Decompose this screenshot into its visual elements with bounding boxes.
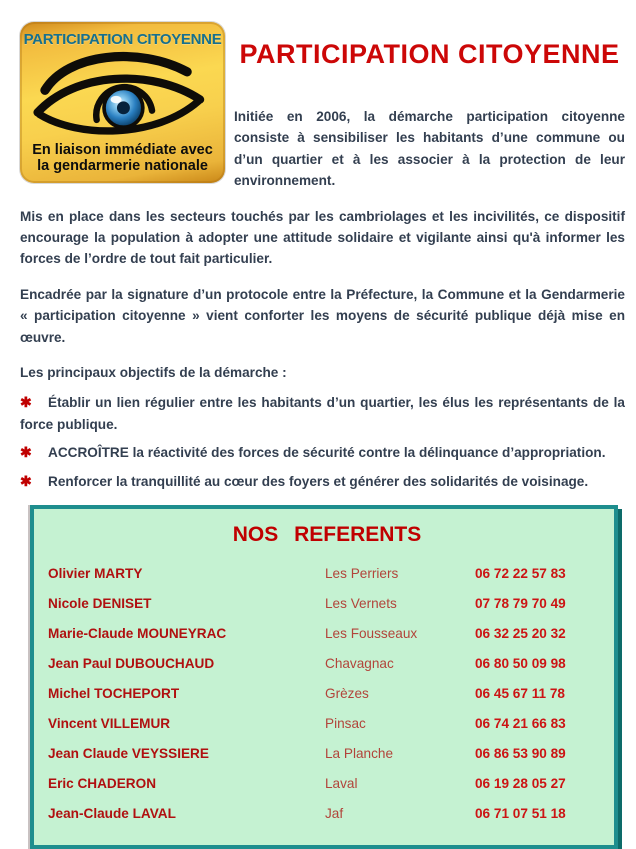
- logo-header-label: PARTICIPATION CITOYENNE: [23, 31, 222, 48]
- participation-citoyenne-logo: [20, 22, 225, 183]
- intro-paragraph-3: Encadrée par la signature d’un protocole entre la Préfecture, la Commune et la Gendarmerie « participation citoyenne » vient conforter les moyens de sécurité publique déjà mise en œuvre.: [20, 286, 625, 345]
- referent-name: Michel TOCHEPORT: [48, 686, 180, 702]
- referent-phone: 06 19 28 05 27: [475, 776, 566, 792]
- objective-item-2: [20, 442, 625, 463]
- page-title: PARTICIPATION CITOYENNE: [239, 39, 620, 69]
- referent-name: Nicole DENISET: [48, 596, 152, 612]
- referent-name: Jean-Claude LAVAL: [48, 806, 176, 822]
- referent-phone: 06 80 50 09 98: [475, 656, 566, 672]
- referent-phone: 06 32 25 20 32: [475, 626, 566, 642]
- objective-item-1: [20, 392, 625, 435]
- objectives-heading: Les principaux objectifs de la démarche :: [20, 365, 287, 381]
- referent-name: Eric CHADERON: [48, 776, 157, 792]
- asterisk-bullet-icon: ✱: [20, 444, 32, 461]
- referent-name: Jean Claude VEYSSIERE: [48, 746, 209, 762]
- referent-phone: 06 45 67 11 78: [475, 686, 565, 702]
- referent-place: Les Perriers: [325, 566, 399, 582]
- referent-place: Grèzes: [325, 686, 369, 702]
- intro-paragraph-2: Mis en place dans les secteurs touchés par les cambriolages et les incivilités, ce dispositif encourage la population à adopter une attitude solidaire et vigilante ainsi qu'à informer les forces de l’ordre de tout fait particulier.: [20, 208, 625, 267]
- referent-phone: 06 72 22 57 83: [475, 566, 566, 582]
- referent-phone: 06 74 21 66 83: [475, 716, 566, 732]
- asterisk-bullet-icon: ✱: [20, 394, 32, 411]
- referents-table: [48, 559, 606, 829]
- objective-item-3: [20, 471, 625, 492]
- referent-phone: 06 71 07 51 18: [475, 806, 566, 822]
- referent-place: Les Vernets: [325, 596, 397, 612]
- logo-caption-line1: En liaison immédiate avec: [32, 142, 213, 158]
- logo-caption-line2: la gendarmerie nationale: [37, 158, 208, 174]
- referent-phone: 07 78 79 70 49: [475, 596, 566, 612]
- referents-title: NOS REFERENTS: [232, 523, 422, 547]
- referent-place: Chavagnac: [325, 656, 394, 672]
- referent-place: Les Fousseaux: [325, 626, 418, 642]
- referents-box: [30, 505, 618, 849]
- referent-place: Jaf: [325, 806, 344, 822]
- referent-name: Vincent VILLEMUR: [48, 716, 171, 732]
- referent-name: Jean Paul DUBOUCHAUD: [48, 656, 215, 672]
- eye-globe-icon: [30, 46, 215, 142]
- objective-text-3: Renforcer la tranquillité au cœur des foyers et générer des solidarités de voisinage.: [48, 473, 589, 489]
- intro-paragraph-1: Initiée en 2006, la démarche participation citoyenne consiste à sensibiliser les habitants d’une commune ou d’un quartier et à les associer à la protection de leur environnement.: [234, 109, 625, 189]
- logo-caption: [20, 142, 225, 174]
- referent-name: Marie-Claude MOUNEYRAC: [48, 626, 227, 642]
- objective-text-1: Établir un lien régulier entre les habitants d’un quartier, les élus les représentants de la force publique.: [20, 395, 625, 432]
- referent-place: La Planche: [325, 746, 394, 762]
- asterisk-bullet-icon: ✱: [20, 472, 32, 489]
- referent-place: Pinsac: [325, 716, 366, 732]
- referent-place: Laval: [325, 776, 358, 792]
- objective-text-2: ACCROÎTRE la réactivité des forces de sécurité contre la délinquance d’appropriation.: [48, 445, 606, 461]
- referent-name: Olivier MARTY: [48, 566, 143, 582]
- referent-phone: 06 86 53 90 89: [475, 746, 566, 762]
